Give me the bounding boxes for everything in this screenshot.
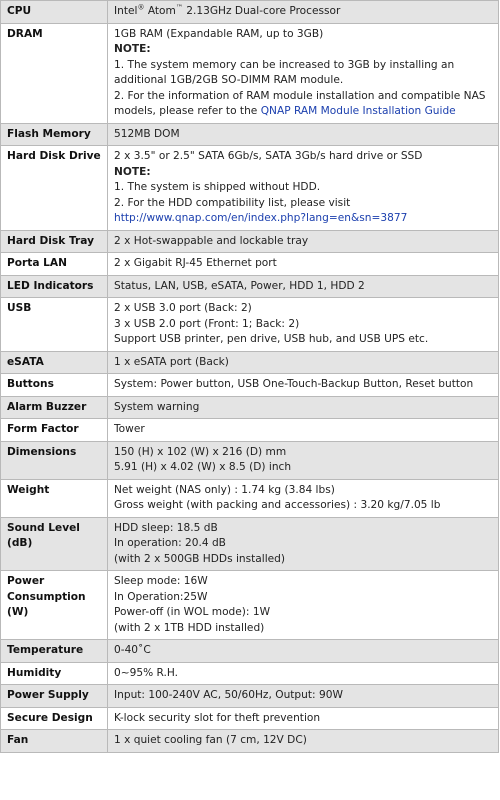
spec-value <box>108 23 499 123</box>
spec-text: 150 (H) x 102 (W) x 216 (D) mm <box>114 445 287 458</box>
spec-value-line <box>114 711 494 727</box>
spec-text: 1 x quiet cooling fan (7 cm, 12V DC) <box>114 734 307 746</box>
spec-label: Hard Disk Drive <box>1 146 108 231</box>
spec-text: In operation: 20.4 dB <box>114 537 226 549</box>
spec-row <box>1 730 499 753</box>
spec-value-line <box>114 301 494 317</box>
spec-value-line <box>114 521 494 537</box>
spec-label: Hard Disk Tray <box>1 230 108 253</box>
spec-value <box>108 230 499 253</box>
spec-value-line <box>114 149 494 165</box>
spec-value <box>108 253 499 276</box>
spec-value-line <box>114 552 494 568</box>
spec-value-line <box>114 256 494 272</box>
spec-table-body <box>1 1 499 753</box>
spec-value-line <box>114 422 494 438</box>
spec-label: Fan <box>1 730 108 753</box>
spec-value-line <box>114 666 494 682</box>
spec-value <box>108 707 499 730</box>
spec-text: 1GB RAM (Expandable RAM, up to 3GB) <box>114 27 324 40</box>
spec-value <box>108 640 499 663</box>
spec-text: 2.13GHz Dual-core Processor <box>182 5 341 17</box>
spec-value <box>108 730 499 753</box>
spec-value-line <box>114 279 494 295</box>
spec-value <box>108 396 499 419</box>
spec-value-line <box>114 180 494 196</box>
spec-label: Dimensions <box>1 441 108 479</box>
spec-text: In Operation:25W <box>114 590 208 603</box>
spec-value <box>108 123 499 146</box>
spec-text: 0~95% R.H. <box>114 666 179 679</box>
spec-text: HDD sleep: 18.5 dB <box>114 521 218 534</box>
spec-row <box>1 571 499 640</box>
spec-label: Humidity <box>1 662 108 685</box>
spec-text: 2 x 3.5" or 2.5" SATA 6Gb/s, SATA 3Gb/s hard drive or SSD <box>114 150 423 162</box>
spec-row <box>1 707 499 730</box>
spec-value <box>108 351 499 374</box>
spec-row <box>1 662 499 685</box>
spec-row <box>1 374 499 397</box>
spec-value-line <box>114 733 494 749</box>
spec-label: LED Indicators <box>1 275 108 298</box>
spec-label: DRAM <box>1 23 108 123</box>
spec-value-line <box>114 317 494 333</box>
spec-row <box>1 230 499 253</box>
spec-row <box>1 253 499 276</box>
spec-label: Temperature <box>1 640 108 663</box>
spec-label: Alarm Buzzer <box>1 396 108 419</box>
spec-value-line <box>114 536 494 552</box>
spec-text: Sleep mode: 16W <box>114 575 208 587</box>
trademark-symbol: ™ <box>175 3 183 12</box>
spec-row <box>1 275 499 298</box>
spec-text: 2 x Hot-swappable and lockable tray <box>114 234 309 247</box>
spec-value-line <box>114 605 494 621</box>
spec-value <box>108 479 499 517</box>
spec-link[interactable]: QNAP RAM Module Installation Guide <box>260 105 456 117</box>
spec-text: (with 2 x 1TB HDD installed) <box>114 621 265 634</box>
spec-text: System: Power button, USB One-Touch-Backup Button, Reset button <box>114 378 474 390</box>
spec-label: Weight <box>1 479 108 517</box>
spec-text: Intel <box>114 5 138 17</box>
spec-row <box>1 685 499 708</box>
spec-value <box>108 685 499 708</box>
spec-text: 3 x USB 2.0 port (Front: 1; Back: 2) <box>114 317 300 330</box>
spec-row <box>1 123 499 146</box>
spec-label: CPU <box>1 1 108 24</box>
spec-value-line <box>114 377 494 393</box>
spec-label: Form Factor <box>1 419 108 442</box>
spec-value-line <box>114 643 494 659</box>
spec-row <box>1 146 499 231</box>
spec-value-line <box>114 42 494 58</box>
spec-text: (with 2 x 500GB HDDs installed) <box>114 552 286 565</box>
spec-row <box>1 419 499 442</box>
spec-value-line <box>114 590 494 606</box>
spec-row <box>1 479 499 517</box>
spec-text: 5.91 (H) x 4.02 (W) x 8.5 (D) inch <box>114 461 292 473</box>
spec-row <box>1 441 499 479</box>
spec-value-line <box>114 27 494 43</box>
spec-text: 2 x USB 3.0 port (Back: 2) <box>114 302 252 314</box>
spec-value-line <box>114 165 494 181</box>
spec-value-line <box>114 234 494 250</box>
spec-value-line <box>114 574 494 590</box>
spec-text: Net weight (NAS only) : 1.74 kg (3.84 lbs) <box>114 483 335 496</box>
spec-value-line <box>114 4 494 20</box>
spec-text: Status, LAN, USB, eSATA, Power, HDD 1, HDD 2 <box>114 279 365 292</box>
spec-value-line <box>114 460 494 476</box>
spec-value-line <box>114 498 494 514</box>
spec-text: 2. For the HDD compatibility list, please visit <box>114 196 351 209</box>
spec-text: 1 x eSATA port (Back) <box>114 355 229 368</box>
spec-value-line <box>114 196 494 227</box>
spec-label: Power Consumption (W) <box>1 571 108 640</box>
note-heading: NOTE: <box>114 165 151 178</box>
spec-value-line <box>114 89 494 120</box>
spec-label: Flash Memory <box>1 123 108 146</box>
note-heading: NOTE: <box>114 43 151 55</box>
spec-value <box>108 441 499 479</box>
spec-text: 2 x Gigabit RJ-45 Ethernet port <box>114 257 277 269</box>
spec-value-line <box>114 355 494 371</box>
spec-value <box>108 298 499 352</box>
spec-text: 1. The system memory can be increased to 3GB by installing an additional 1GB/2GB SO-DIMM RAM module. <box>114 58 455 86</box>
spec-value <box>108 275 499 298</box>
spec-text: Tower <box>114 423 145 435</box>
spec-text: Input: 100-240V AC, 50/60Hz, Output: 90W <box>114 689 343 701</box>
spec-text: 512MB DOM <box>114 127 180 140</box>
spec-label: Buttons <box>1 374 108 397</box>
spec-value <box>108 662 499 685</box>
spec-value-line <box>114 688 494 704</box>
spec-value <box>108 146 499 231</box>
spec-text: Gross weight (with packing and accessories) : 3.20 kg/7.05 lb <box>114 499 441 511</box>
spec-text: System warning <box>114 400 200 413</box>
spec-text: 2. For the information of RAM module installation and compatible NAS models, please refer to the <box>114 89 486 117</box>
spec-value-line <box>114 127 494 143</box>
spec-value <box>108 571 499 640</box>
spec-value-line <box>114 332 494 348</box>
spec-text: Power-off (in WOL mode): 1W <box>114 606 271 618</box>
spec-label: Power Supply <box>1 685 108 708</box>
spec-label: eSATA <box>1 351 108 374</box>
spec-value <box>108 517 499 571</box>
spec-label: Secure Design <box>1 707 108 730</box>
spec-value <box>108 374 499 397</box>
spec-value-line <box>114 621 494 637</box>
spec-value-line <box>114 445 494 461</box>
spec-text: 1. The system is shipped without HDD. <box>114 181 321 193</box>
spec-row <box>1 640 499 663</box>
spec-label: USB <box>1 298 108 352</box>
trademark-symbol: ® <box>137 3 145 12</box>
spec-value <box>108 419 499 442</box>
spec-row <box>1 517 499 571</box>
spec-row <box>1 23 499 123</box>
spec-row <box>1 1 499 24</box>
spec-label: Sound Level (dB) <box>1 517 108 571</box>
spec-row <box>1 298 499 352</box>
spec-text: K-lock security slot for theft prevention <box>114 711 321 724</box>
spec-value-line <box>114 400 494 416</box>
spec-value <box>108 1 499 24</box>
spec-text: Support USB printer, pen drive, USB hub, and USB UPS etc. <box>114 333 429 345</box>
spec-link[interactable]: http://www.qnap.com/en/index.php?lang=en&sn=3877 <box>114 212 408 224</box>
spec-text: Atom <box>144 5 176 17</box>
spec-row <box>1 351 499 374</box>
spec-label: Porta LAN <box>1 253 108 276</box>
spec-row <box>1 396 499 419</box>
spec-value-line <box>114 58 494 89</box>
spec-value-line <box>114 483 494 499</box>
spec-text: 0-40˚C <box>114 644 151 656</box>
